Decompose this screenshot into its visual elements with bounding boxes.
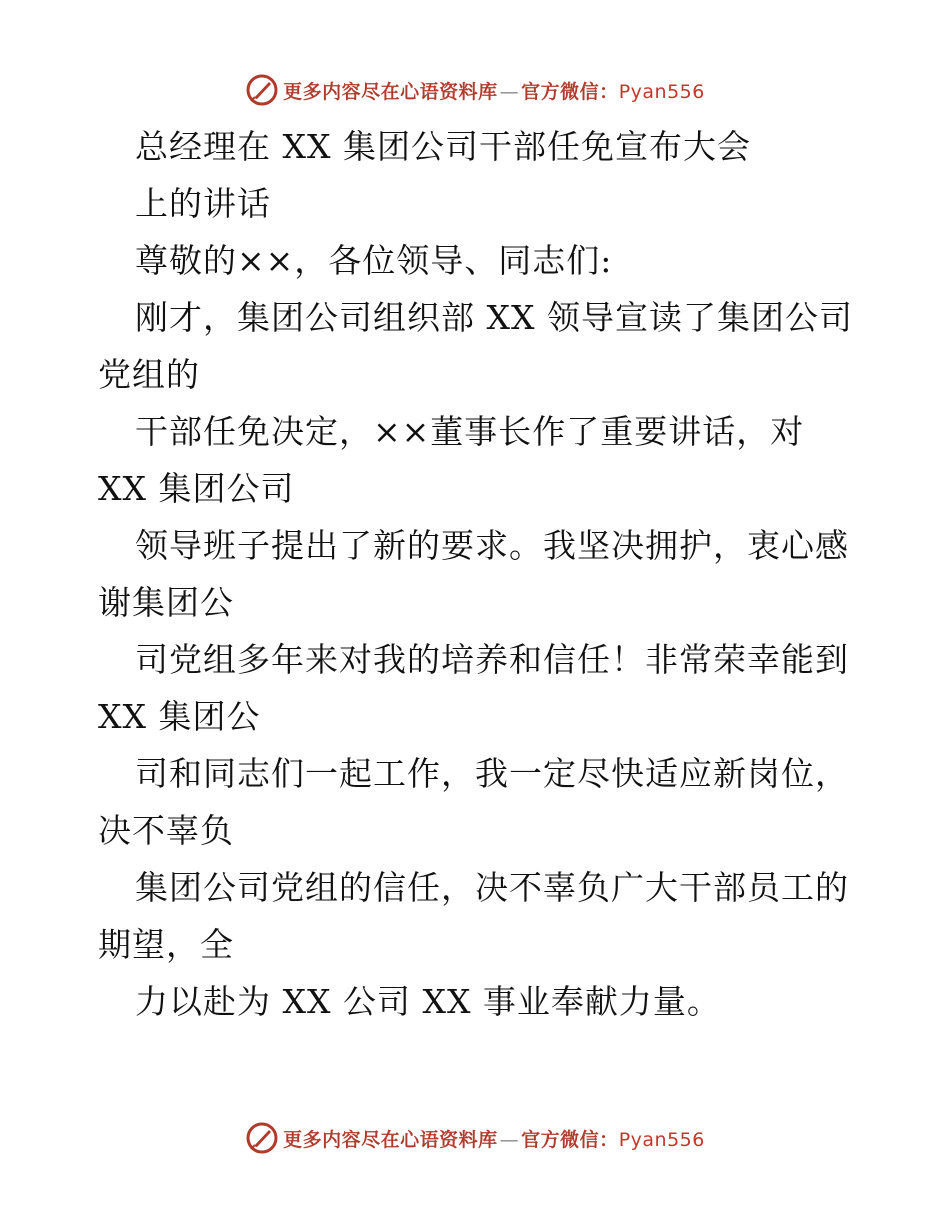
paragraph-line: 领导班子提出了新的要求。我坚决拥护，衷心感 — [135, 526, 849, 565]
paragraph-line: 司和同志们一起工作，我一定尽快适应新岗位， — [135, 754, 849, 793]
paragraph-line: 谢集团公 — [98, 583, 234, 622]
watermark-site: 更多内容尽在心语资料库 — [283, 80, 498, 103]
quill-logo-icon — [245, 1121, 279, 1155]
paragraph-line: XX 集团公 — [98, 697, 261, 736]
watermark-site: 更多内容尽在心语资料库 — [283, 1128, 498, 1151]
watermark-text — [283, 1125, 705, 1152]
title-line-2: 上的讲话 — [135, 184, 271, 223]
title-line-1: 总经理在 XX 集团公司干部任免宣布大会 — [135, 127, 751, 166]
paragraph-line: 决不辜负 — [98, 811, 234, 850]
watermark-label: 官方微信： — [521, 80, 619, 103]
paragraph-line: 期望，全 — [98, 925, 234, 964]
paragraph-line: 司党组多年来对我的培养和信任！非常荣幸能到 — [135, 640, 849, 679]
watermark-text — [283, 77, 705, 104]
quill-logo-icon — [245, 73, 279, 107]
paragraph-line: 集团公司党组的信任，决不辜负广大干部员工的 — [135, 868, 849, 907]
paragraph-line: 党组的 — [98, 355, 200, 394]
header-watermark — [0, 70, 950, 110]
footer-watermark — [0, 1118, 950, 1158]
paragraph-line: 干部任免决定，××董事长作了重要讲话，对 — [135, 412, 805, 451]
paragraph-line: 刚才，集团公司组织部 XX 领导宣读了集团公司 — [135, 298, 853, 337]
paragraph-line: XX 集团公司 — [98, 469, 295, 508]
watermark-handle: Pyan556 — [618, 80, 705, 103]
watermark-separator: — — [499, 1128, 520, 1151]
watermark-label: 官方微信： — [521, 1128, 619, 1151]
salutation: 尊敬的××，各位领导、同志们: — [135, 241, 613, 280]
paragraph-line: 力以赴为 XX 公司 XX 事业奉献力量。 — [135, 982, 721, 1021]
watermark-separator: — — [499, 80, 520, 103]
watermark-handle: Pyan556 — [618, 1128, 705, 1151]
